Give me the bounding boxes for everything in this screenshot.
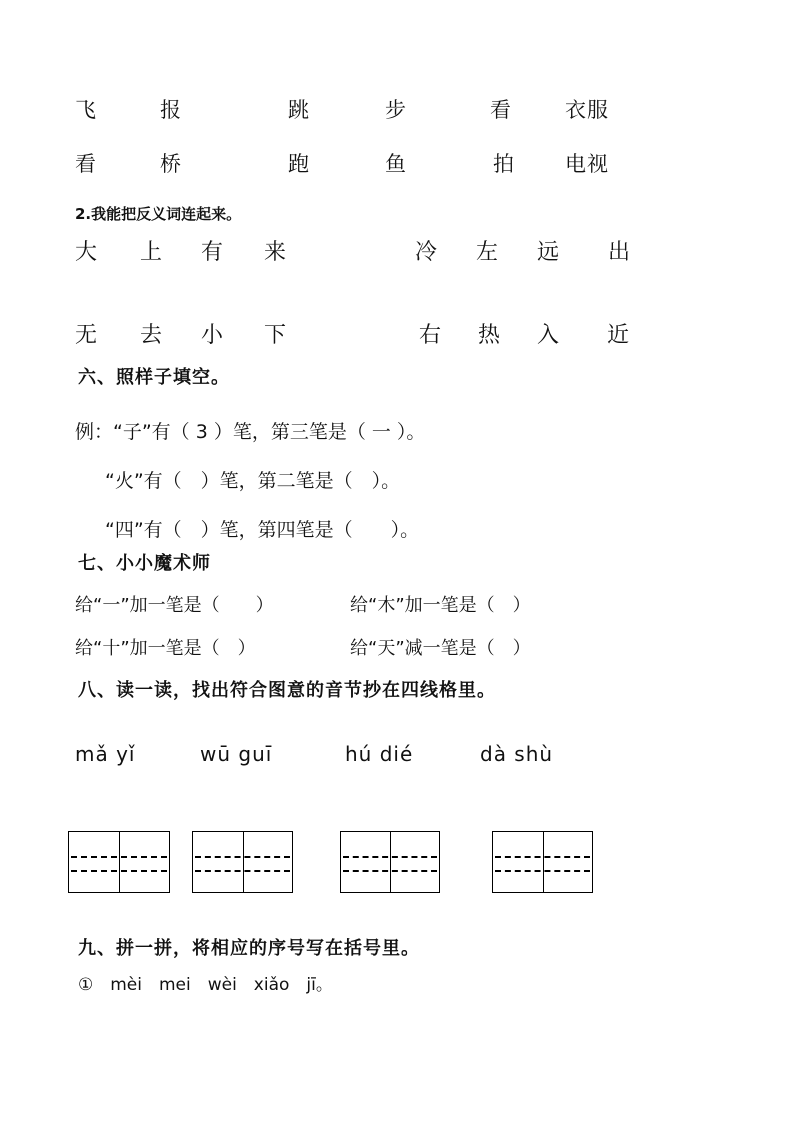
section7-title: 七、小小魔术师 bbox=[78, 553, 211, 574]
grid-divider-line bbox=[390, 832, 391, 892]
matching-word: 电视 bbox=[565, 152, 609, 176]
matching-word: 桥 bbox=[160, 152, 182, 176]
antonym-word: 右 bbox=[419, 323, 443, 348]
antonyms-subtitle: 2.我能把反义词连起来。 bbox=[75, 205, 242, 223]
section6-line: “火”有（ ）笔，第二笔是（ ）。 bbox=[105, 470, 401, 492]
pinyin-syllable: hú dié bbox=[345, 742, 414, 766]
pinyin-writing-grid bbox=[340, 831, 440, 893]
antonym-word: 大 bbox=[75, 240, 99, 265]
pinyin-writing-grid bbox=[192, 831, 293, 893]
pinyin-writing-grid bbox=[68, 831, 170, 893]
section9-title: 九、拼一拼，将相应的序号写在括号里。 bbox=[78, 938, 420, 959]
pinyin-syllable: mǎ yǐ bbox=[75, 742, 136, 766]
antonym-word: 下 bbox=[264, 323, 288, 348]
matching-word: 看 bbox=[75, 152, 97, 176]
section7-line: 给“木”加一笔是（ ） bbox=[350, 595, 531, 616]
antonym-word: 入 bbox=[537, 323, 561, 348]
antonym-word: 出 bbox=[608, 240, 632, 265]
grid-divider-line bbox=[119, 832, 120, 892]
matching-word: 飞 bbox=[75, 98, 97, 122]
antonym-word: 近 bbox=[607, 323, 631, 348]
matching-word: 报 bbox=[160, 98, 182, 122]
matching-word: 步 bbox=[385, 98, 407, 122]
matching-word: 跑 bbox=[288, 152, 310, 176]
antonym-word: 上 bbox=[140, 240, 164, 265]
matching-word: 鱼 bbox=[385, 152, 407, 176]
section9-item: ① mèi mei wèi xiǎo jī。 bbox=[78, 975, 333, 995]
antonym-word: 去 bbox=[140, 323, 164, 348]
grid-divider-line bbox=[243, 832, 244, 892]
antonym-word: 热 bbox=[478, 323, 502, 348]
section7-line: 给“十”加一笔是（ ） bbox=[75, 638, 256, 659]
antonym-word: 左 bbox=[476, 240, 500, 265]
antonym-word: 冷 bbox=[415, 240, 439, 265]
pinyin-syllable: dà shù bbox=[480, 742, 554, 766]
grid-divider-line bbox=[543, 832, 544, 892]
antonym-word: 远 bbox=[537, 240, 561, 265]
section6-line: “四”有（ ）笔，第四笔是（ ）。 bbox=[105, 519, 420, 541]
section6-example: 例：“子”有（ 3 ）笔，第三笔是（ 一 ）。 bbox=[75, 421, 426, 443]
matching-word: 看 bbox=[490, 98, 512, 122]
section8-title: 八、读一读，找出符合图意的音节抄在四线格里。 bbox=[78, 680, 496, 701]
pinyin-writing-grid bbox=[492, 831, 593, 893]
matching-word: 跳 bbox=[288, 98, 310, 122]
pinyin-syllable: wū guī bbox=[200, 742, 273, 766]
section6-title: 六、照样子填空。 bbox=[78, 367, 230, 388]
matching-word: 衣服 bbox=[565, 98, 609, 122]
antonym-word: 小 bbox=[201, 323, 225, 348]
matching-word: 拍 bbox=[493, 152, 515, 176]
antonym-word: 无 bbox=[75, 323, 99, 348]
section7-line: 给“一”加一笔是（ ） bbox=[75, 595, 274, 616]
antonym-word: 有 bbox=[201, 240, 225, 265]
section7-line: 给“天”减一笔是（ ） bbox=[350, 638, 531, 659]
antonym-word: 来 bbox=[264, 240, 288, 265]
